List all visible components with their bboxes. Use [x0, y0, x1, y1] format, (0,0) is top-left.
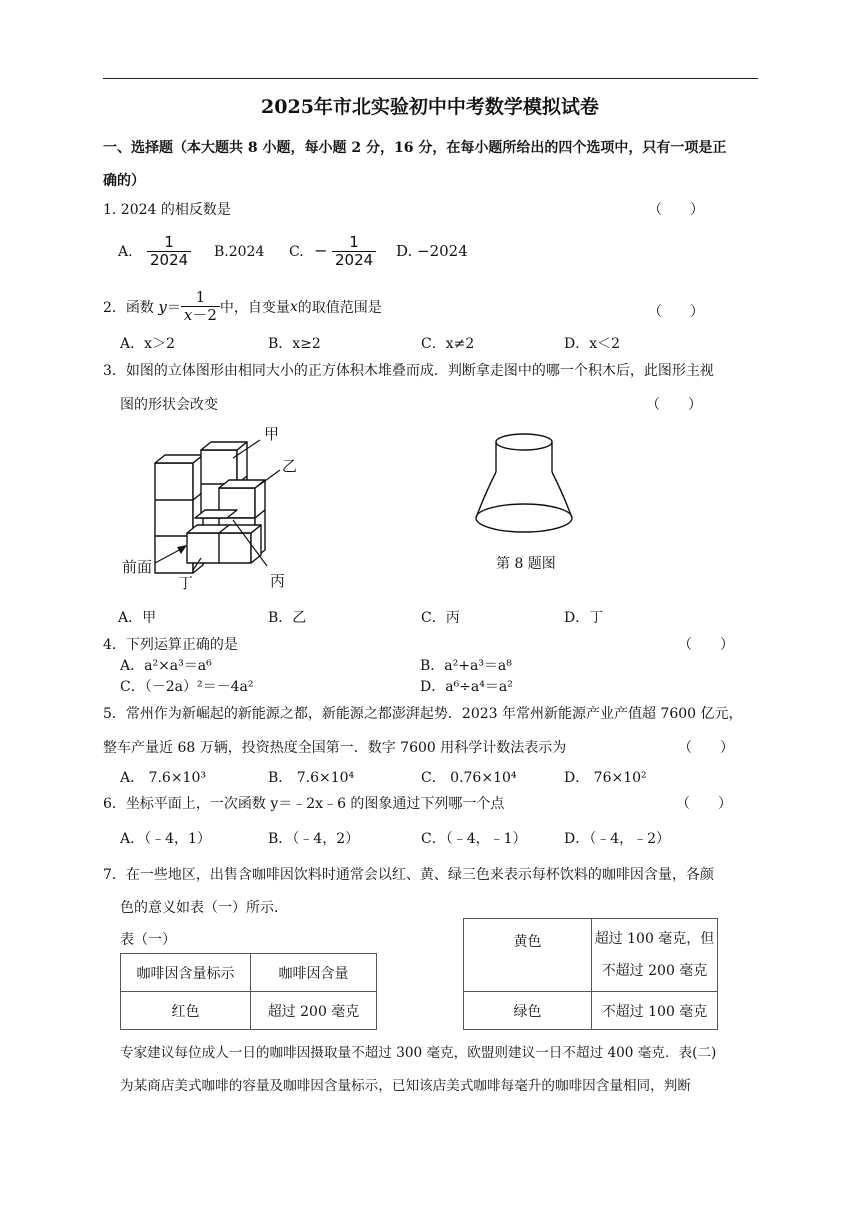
figure-caption: 第 8 题图: [496, 556, 556, 572]
q6-option-a: A．（﹣4，1）: [120, 831, 211, 847]
q4-stem: 4．下列运算正确的是: [103, 637, 238, 653]
table-caption: 表（一）: [120, 932, 176, 948]
q5-answer-paren: （ ）: [678, 740, 734, 756]
q1-option-c: [289, 234, 376, 270]
q4-option-d: D．a⁶÷a⁴＝a²: [420, 679, 513, 695]
q3-option-c: C．丙: [421, 610, 460, 626]
q1-a-denominator: 2024: [150, 251, 189, 270]
section-heading-line2: 确的）: [103, 173, 145, 189]
page-title: 2025年市北实验初中中考数学模拟试卷: [261, 96, 599, 118]
q2-den-x: x: [183, 306, 193, 325]
q2-x: x: [289, 298, 298, 315]
q2-post2: 的取值范围是: [297, 299, 382, 316]
q1-c-sign: −: [314, 240, 328, 260]
q3-option-d: D．丁: [564, 610, 604, 626]
q2-option-b: B．x≥2: [268, 336, 321, 352]
q4-answer-paren: （ ）: [678, 637, 734, 653]
caffeine-table-part1: [120, 953, 377, 1030]
label-yi: 乙: [282, 457, 298, 475]
header-rule: [103, 78, 758, 79]
table-cell: 红色: [121, 992, 251, 1030]
q1-c-numerator: 1: [332, 234, 376, 252]
table-header-row: [121, 954, 377, 992]
table-row: [464, 919, 718, 992]
label-ding: 丁: [178, 574, 194, 592]
q1-option-a: [118, 234, 191, 270]
q1-c-label: C.: [289, 243, 304, 260]
q3-option-a: A．甲: [118, 610, 157, 626]
table-header-cell: 咖啡因含量标示: [121, 954, 251, 992]
q2-option-a: A．x＞2: [120, 336, 175, 352]
q2-numerator: 1: [181, 289, 220, 307]
table-cell: 不超过 100 毫克: [592, 992, 718, 1030]
q7-stem-line1: 7．在一些地区，出售含咖啡因饮料时通常会以红、黄、绿三色来表示每杯饮料的咖啡因含量，各颜: [103, 867, 714, 883]
table-cell-line: 不超过 200 毫克: [601, 963, 708, 979]
q2-den-rest: －2: [192, 306, 217, 325]
q3-option-b: B．乙: [268, 610, 307, 626]
table-cell: 超过 200 毫克: [251, 992, 377, 1030]
q6-stem: 6．坐标平面上，一次函数 y＝﹣2x﹣6 的图象通过下列哪一个点: [103, 796, 505, 812]
q1-stem: 1. 2024 的相反数是: [103, 202, 231, 218]
q5-stem-line2: 整车产量近 68 万辆，投资热度全国第一．数字 7600 用科学计数法表示为: [103, 740, 567, 756]
table-cell: 黄色: [464, 919, 592, 992]
label-jia: 甲: [264, 425, 280, 443]
q5-stem-line1: 5．常州作为新崛起的新能源之都，新能源之都澎湃起势．2023 年常州新能源产业产值超 7600 亿元，: [103, 706, 743, 722]
q1-option-d: D. −2024: [396, 242, 468, 260]
table-cell-line: 超过 100 毫克，但: [594, 931, 715, 947]
q5-option-c: C． 0.76×10⁴: [421, 770, 517, 786]
q6-option-d: D．（﹣4，﹣2）: [564, 831, 671, 847]
frustum-bottom-ellipse: [476, 504, 572, 532]
q2-eq: ＝: [166, 299, 181, 316]
q5-option-b: B． 7.6×10⁴: [268, 770, 355, 786]
q2-denominator: [181, 307, 220, 324]
q3-stem-line1: 3．如图的立体图形由相同大小的正方体积木堆叠而成．判断拿走图中的哪一个积木后，此图形主视: [103, 363, 714, 379]
q5-option-d: D． 76×10²: [564, 770, 647, 786]
q2-option-d: D．x＜2: [564, 336, 621, 352]
q1-answer-paren: （ ）: [648, 202, 704, 218]
q7-paragraph-line2: 为某商店美式咖啡的容量及咖啡因含量标示，已知该店美式咖啡每毫升的咖啡因含量相同，判断: [120, 1078, 691, 1094]
q1-c-fraction: [332, 234, 376, 270]
q1-option-b: B.2024: [214, 244, 265, 260]
q2-y: y: [158, 297, 167, 316]
frustum-figure: [470, 430, 580, 540]
label-front: 前面: [122, 558, 153, 576]
q2-pre: 2．函数: [103, 299, 154, 316]
frustum-top-ellipse: [496, 434, 552, 450]
q2-post: 中，自变量: [219, 299, 290, 316]
q1-a-numerator: 1: [147, 234, 191, 252]
q3-answer-paren: （ ）: [646, 397, 702, 413]
table-header-cell: 咖啡因含量: [251, 954, 377, 992]
q6-answer-paren: （ ）: [676, 796, 732, 812]
caffeine-table-part2: [463, 918, 718, 1030]
table-row: [121, 992, 377, 1030]
q2-answer-paren: （ ）: [648, 304, 704, 320]
q2-stem: [103, 289, 382, 325]
table-row: [464, 992, 718, 1030]
q6-option-b: B．（﹣4，2）: [268, 831, 360, 847]
q2-option-c: C．x≠2: [421, 336, 475, 352]
yi-leader-line: [258, 470, 280, 486]
q1-c-denominator: 2024: [334, 251, 374, 270]
q1-a-label: A.: [118, 243, 133, 260]
q4-option-a: A．a²×a³＝a⁶: [120, 658, 212, 674]
q4-option-b: B．a²+a³＝a⁸: [420, 658, 512, 674]
q1-a-fraction: [147, 234, 191, 270]
label-bing: 丙: [270, 572, 286, 590]
table-cell: 绿色: [464, 992, 592, 1030]
q4-option-c: C．（－2a）²＝－4a²: [120, 679, 254, 695]
q7-paragraph-line1: 专家建议每位成人一日的咖啡因摄取量不超过 300 毫克，欧盟则建议一日不超过 400 毫克．表(二): [120, 1045, 717, 1061]
q5-option-a: A． 7.6×10³: [120, 770, 206, 786]
q3-stem-line2: 图的形状会改变: [120, 397, 218, 413]
q7-stem-line2: 色的意义如表（一）所示．: [120, 900, 288, 916]
table-cell: [592, 919, 718, 992]
q2-fraction: [181, 289, 220, 325]
section-heading-line1: 一、选择题（本大题共 8 小题，每小题 2 分，16 分，在每小题所给出的四个选项中，只有一项是正: [103, 140, 727, 156]
q6-option-c: C．（﹣4，﹣1）: [421, 831, 527, 847]
